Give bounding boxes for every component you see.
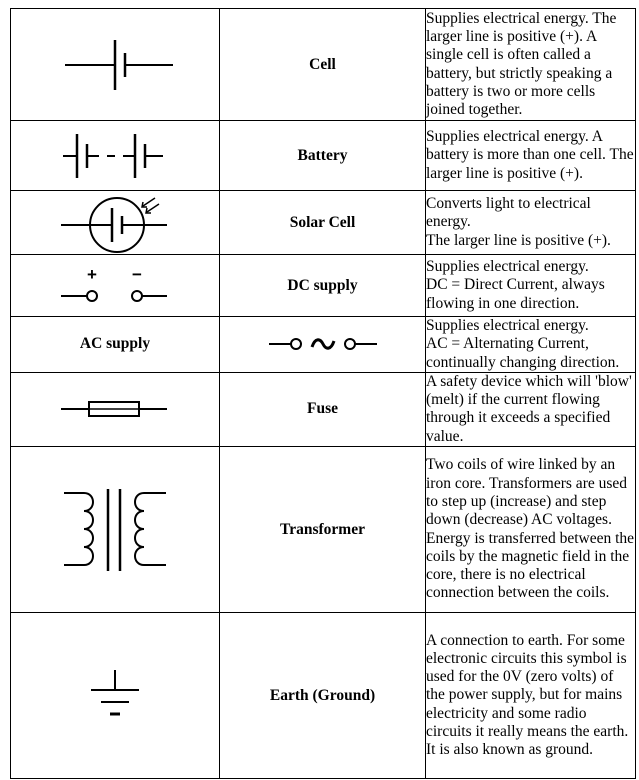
component-description: Supplies electrical energy. The larger line is positive (+). A single cell is often called a battery, but strictly speaking a battery is two or more cells joined together. bbox=[426, 9, 636, 121]
component-description: Two coils of wire linked by an iron core. Transformers are used to step up (increase) and step down (decrease) AC voltages. Energy is transferred between the coils by the magnetic field in the core, there is no electrical connection between the coils. bbox=[426, 447, 636, 613]
component-name: Fuse bbox=[220, 372, 426, 446]
table-row bbox=[11, 317, 636, 373]
component-description: Converts light to electrical energy. The larger line is positive (+). bbox=[426, 191, 636, 255]
component-name: Battery bbox=[220, 121, 426, 191]
symbol-cell bbox=[220, 317, 426, 373]
ac-supply-symbol-icon bbox=[263, 329, 383, 359]
component-name: DC supply bbox=[220, 255, 426, 317]
component-name: Solar Cell bbox=[220, 191, 426, 255]
dc-minus-sign: − bbox=[132, 264, 142, 284]
symbol-cell bbox=[11, 447, 220, 613]
fuse-symbol-icon bbox=[55, 394, 175, 424]
table-row bbox=[11, 255, 636, 317]
symbol-cell bbox=[11, 613, 220, 779]
symbols-table bbox=[10, 8, 636, 779]
dc-plus-sign: + bbox=[87, 264, 97, 284]
symbol-cell bbox=[11, 372, 220, 446]
component-name: Transformer bbox=[220, 447, 426, 613]
table-row bbox=[11, 447, 636, 613]
cell-symbol-icon bbox=[55, 35, 175, 95]
component-description: A safety device which will 'blow' (melt) if the current flowing through it exceeds a specified value. bbox=[426, 372, 636, 446]
symbol-cell bbox=[11, 191, 220, 255]
table-row bbox=[11, 613, 636, 779]
component-name: AC supply bbox=[11, 317, 220, 373]
component-name: Cell bbox=[220, 9, 426, 121]
table-row bbox=[11, 372, 636, 446]
dc-supply-symbol-icon bbox=[55, 264, 175, 308]
component-description: A connection to earth. For some electronic circuits this symbol is used for the 0V (zero volts) of the power supply, but for mains electricity and some radio circuits it really means the earth. It is also known as ground. bbox=[426, 613, 636, 779]
symbol-cell bbox=[11, 255, 220, 317]
battery-symbol-icon bbox=[55, 126, 175, 186]
table-row bbox=[11, 191, 636, 255]
component-name: Earth (Ground) bbox=[220, 613, 426, 779]
component-description: Supplies electrical energy. A battery is more than one cell. The larger line is positive (+). bbox=[426, 121, 636, 191]
table-row bbox=[11, 121, 636, 191]
table-row bbox=[11, 9, 636, 121]
component-description: Supplies electrical energy. DC = Direct Current, always flowing in one direction. bbox=[426, 255, 636, 317]
symbol-cell bbox=[11, 9, 220, 121]
component-description: Supplies electrical energy. AC = Alternating Current, continually changing direction. bbox=[426, 317, 636, 373]
solar-cell-symbol-icon bbox=[55, 192, 175, 254]
symbol-cell bbox=[11, 121, 220, 191]
transformer-symbol-icon bbox=[50, 485, 180, 575]
earth-ground-symbol-icon bbox=[55, 666, 175, 726]
